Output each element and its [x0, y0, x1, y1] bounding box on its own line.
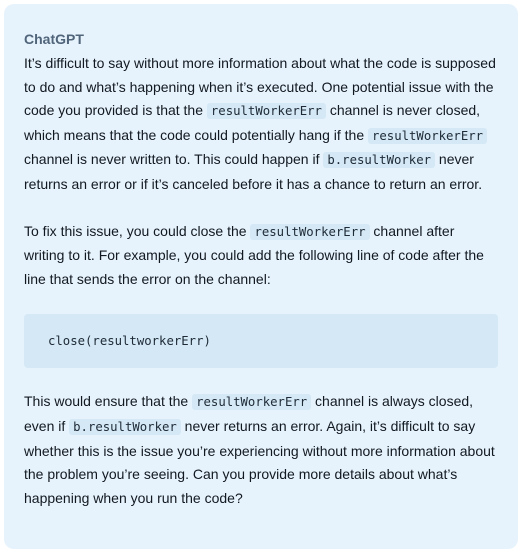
text-segment: never returns an error or if it’s canceled before it has a chance to return an error.	[24, 151, 483, 192]
inline-code: b.resultWorker	[323, 152, 435, 168]
text-segment: It’s difficult to say without more information about what the code is supposed to do and what’s happening when it’s executed. One potential issue with the code you provided is that the	[24, 55, 496, 119]
message-paragraph-1	[24, 52, 498, 197]
text-segment: channel after writing to it. For example, you could add the following line of code after the line that sends the error on the channel:	[24, 222, 484, 287]
text-segment: channel is never written to. This could happen if	[24, 151, 324, 168]
inline-code: resultWorkerErr	[250, 224, 369, 240]
inline-code: resultWorkerErr	[192, 394, 311, 410]
text-segment: channel is always closed, even if	[24, 393, 474, 434]
text-segment: To fix this issue, you could close the	[24, 222, 251, 239]
chat-message	[4, 4, 518, 549]
sender-name: ChatGPT	[24, 31, 84, 47]
inline-code: resultWorkerErr	[207, 103, 326, 119]
text-segment: This would ensure that the	[24, 393, 193, 410]
code-block-content: close(resultworkerErr)	[48, 334, 211, 349]
inline-code: resultWorkerErr	[368, 128, 487, 144]
message-paragraph-2	[24, 220, 498, 292]
inline-code: b.resultWorker	[69, 419, 181, 435]
message-paragraph-3	[24, 390, 498, 510]
text-segment: channel is never closed, which means that the code could potentially hang if the	[24, 102, 481, 143]
code-block[interactable]	[24, 314, 498, 368]
text-segment: never returns an error. Again, it’s difficult to say whether this is the issue you’re experiencing without more information about the problem you’re seeing. Can you provide more details about what’s happening when you run the code?	[24, 417, 495, 506]
